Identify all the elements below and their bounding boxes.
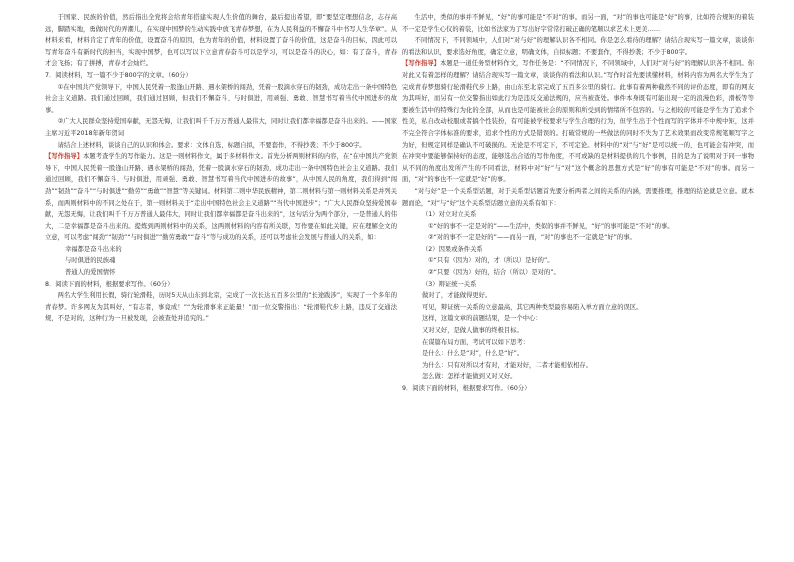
right-column	[402, 12, 754, 552]
relation-3e: 在谋篇布局方面，考试可以如下思考：	[422, 338, 530, 346]
relation-3f: 是什么：什么是“对”，什么是“好”。	[422, 350, 524, 358]
example-title-3: 普通人的爱国情怀	[65, 269, 116, 277]
relation-1: （1）对立对立关系	[422, 211, 477, 219]
relation-2b: ②“只要（因为）好的，结合（所以）是对的”。	[428, 269, 560, 277]
question-8-material-cont: 生活中，类似的事并不鲜见，“好”的事可能是“不对”的事。而另一面，“对”的事也可能是“好”的事，比如符合规矩的着装不一定是学生心仪的着装，比如书法家为了写出好字常常打破正确的笔顺以求艺术上更美……	[402, 14, 754, 33]
writing-guide-8-text: 本题是一道任务型材料作文，写作任务是：“不同情况下，不同领域中，人们对“对与好”的理解认识各不相同。你对此又有着怎样的理解？请结合现实写一篇文章，谈谈你的看法和认识。”写作时首先要读懂材料，材料内容为两名大学生为了完成青春梦想骑行轮滑鞋代步上路，由山东至北京完成了五百多公里的骑行。此事有着两种截然不同的评价态度，即有的网友为其叫好，而另有一位交警指出如此行为是违反交通法规的，应当被查处。事件本身既有可能出现一定的浪漫色彩，滑板等等要被生活中的特殊行为化的全部，从而也是可能被社会的原则和所受到的情绪所不包容的。与之相较的可能是学生为了追求个性美，私自改动校服或者搞个性装扮，有可能被学校要求与学生合理的行为，但学生出于个性而写的字体并不中规中矩，这并不完全符合字体标准的要求，追求个性的方式是错误的。打破常规的一些做法的同时不失为了艺术效果而改变常规笔顺写字之为好，但规定同样是确认不可破损的。无论是不可定下，不可定论。材料中的“对”与“好”是可以统一的，也可能会有冲突，而在冲突中要能够保持好的态度，能够选出合适的写作角度，不可或缺的是材料提供的几个事例，目的是为了说明对于同一事物从不同的角度出发所产生的不同看法，材料中对“好”与“对”这个概念的思想方式是“好”的事有可能是“不对”的事。而另一面，“对”的事也不一定就是“好”的事。	[402, 60, 754, 184]
writing-guide-7-text: 本题考查学生的写作能力。这是一则材料作文，属于多材料作文。首先分析两则材料的内容，在“在中国共产党领导下，中国人民凭着一股逢山开路、遇水架桥的闯劲，凭着一股滴水穿石的韧劲，成功走出一条中国特色社会主义道路。我们通过回顾，我们不懈奋斗、与时俱进，用顽强、勇敢、智慧书写着当代中国进步的故事”，从中国人民的角度，我们得到“闯劲”“韧劲”“奋斗”“与时俱进”“勤劳”“勇敢”“智慧”等关键词。材料第二则中华民族精神，第二则材料与第一则材料关系是并列关系，而两则材料中的不同之处在于，第一则材料关于“走出中国特色社会主义道路”“当代中国进步”；“广大人民群众坚持爱国奉献，无怨无悔，让我们叫千千万万普通人最伟大，同时让我们都幸福都是奋斗出来的”，这句话分为两个部分，一是普通人的伟大，二是幸福都是奋斗出来的。提炼到两则材料中的关系，这两则材料的内容有所关联，写作要在如此关键，应在理解全文的立意，可以考虑“闯劲”“韧劲”“与时俱进”“勤劳勇敢”“奋斗”等与成功的关系，还可以考虑社会发展与普通人的关系，如：	[45, 153, 397, 242]
relation-3g: 为什么：只有对所以才有对，才能对好，二者才能相依相存。	[422, 361, 593, 369]
relation-3d: 又对又好，是做人做事的终极目标。	[422, 327, 523, 335]
question-7-heading: 7．阅读材料，写一篇不少于800字的文章。（60分）	[45, 71, 192, 79]
relation-3b: 可见，辩证统一关系的立意最高，其它两种类型最容易陷入单方面立意的误区。	[422, 303, 643, 311]
example-title-1: 幸福都是奋斗出来的	[65, 245, 122, 253]
question-8-heading: 8．阅读下面的材料，根据要求写作。（60分）	[45, 280, 174, 288]
writing-guide-tag: 【写作指导】	[402, 60, 441, 68]
question-7-material-1: ①在中国共产党领导下，中国人民凭着一股逢山开路、遇水架桥的闯劲，凭着一股滴水穿石的韧劲，成功走出一条中国特色社会主义道路。我们通过回顾，我们通过回顾，但我们不懈奋斗、与时俱进，用顽强、勇敢、智慧书写着当代中国进步的故事。	[45, 83, 397, 114]
relation-2a: ①“只有（因为）对的，才（所以）是好的”。	[428, 257, 554, 265]
relation-2: （2）因果或条件关系	[422, 245, 483, 253]
example-title-2: 与时俱进的民族魂	[65, 257, 116, 265]
writing-guide-7	[45, 151, 397, 244]
relation-3: （3）辩证统一关系	[422, 280, 477, 288]
question-7-material-2: ②广大人民群众坚持爱国奉献，无怨无悔，让我们叫千千万万普通人最伟大，同时让我们都幸福都是奋斗出来的。——国家主席习近平2018年新年贺词	[45, 118, 397, 137]
question-8-material: 两名大学生利用长假，骑行轮滑鞋，历时5天从山东到北京，完成了一次长达五百多公里的“长途跋涉”，实现了一个多年的青春梦。许多网友为其叫好，“有志者，事竟成！”“为轮滑事来正能量！”而一位交警指出：“轮滑鞋代步上路，违反了交通法规，不是对的，这种行为一旦被发现，会被查处并追究的。”	[45, 292, 397, 323]
relation-3h: 怎么做：怎样才能做到又对又好。	[422, 373, 517, 381]
question-7-requirement: 请结合上述材料，谈谈自己的认识和体会。要求：文体自选，标题自拟，不要套作，不得抄袭；不少于800字。	[57, 141, 366, 149]
question-8-requirement: 不同情况下，不同领域中，人们对“对与好”的理解认识各不相同。你是怎么看待的理解？请结合现实写一篇文章，谈谈你的看法和认识，要求选好角度，确定立意，明确文体，自拟标题；不要套作，不得抄袭；不少于800字。	[402, 37, 754, 56]
relation-intro: “对与好”是一个关系型话题，对于关系型话题首先要分析两者之间的关系的内涵，需要推理，推理的结论就是立意。就本题而论，“对”与“好”这个关系型话题立意的关系有如下：	[402, 187, 754, 207]
question-9-heading: 9．阅读下面的材料，根据要求写作。（60分）	[402, 385, 531, 392]
left-column	[45, 12, 397, 552]
writing-guide-tag: 【写作指导】	[45, 153, 84, 161]
relation-1a: ①“好的事不一定是对的”——生活中，类似的事并不鲜见，“好”的事可能是“不对”的事。	[428, 222, 674, 230]
relation-3c: 这样，这篇文章的前题结果，是一个中心：	[422, 315, 542, 323]
relation-1b: ②“对的事不一定是好的”——而另一面，“对”的事也不一定就是“好”的事。	[428, 234, 636, 242]
writing-guide-8	[402, 58, 754, 186]
relation-3a: 做对了，才能做得更好。	[422, 292, 492, 300]
paragraph-analysis-end: 于国家、民族的价值，然后指出全党将会给青年搭建实现人生价值的舞台，最后提出希望，即“要坚定理想信念，志存高远，脚踏实地，勇做时代的弄潮儿，在实现中国梦的生动实践中放飞青春梦想，在为人民利益的不懈奋斗中书写人生华章”。从材料来看，材料肯定了青年的价值，设置奋斗的原因，也为青年的价值，材料设置了奋斗的价值，这是奋斗的目标，因此可以写青年奋斗有新时代的担当，实现中国梦，也可以写以下立意青春奋斗可以是学习，可以是奋斗的决心，如：有了奋斗，青春才会飞扬；有了拼搏，青春才会灿烂。	[45, 14, 397, 68]
